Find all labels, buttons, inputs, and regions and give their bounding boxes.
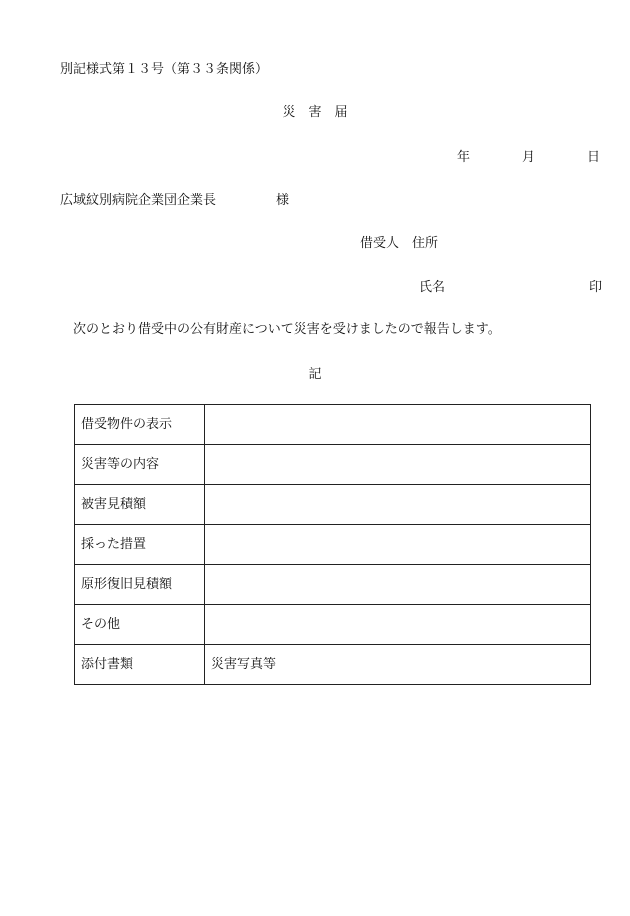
address-label: 住所 — [412, 236, 439, 251]
table-row — [75, 605, 591, 645]
addressee-org: 広域紋別病院企業団企業長 — [60, 193, 217, 208]
row-label: その他 — [75, 605, 205, 645]
form-number: 別記様式第１３号（第３３条関係） — [60, 62, 269, 77]
row-label: 原形復旧見積額 — [75, 565, 205, 605]
name-label: 氏名 — [419, 280, 446, 295]
row-value — [205, 565, 591, 605]
row-value — [205, 405, 591, 445]
row-value — [205, 485, 591, 525]
record-table — [74, 404, 591, 685]
row-label: 被害見積額 — [75, 485, 205, 525]
table-row — [75, 525, 591, 565]
title-char-1: 災 — [282, 105, 296, 120]
document-title — [0, 106, 630, 119]
table-row — [75, 645, 591, 685]
title-char-2: 害 — [308, 105, 322, 120]
table-row — [75, 405, 591, 445]
row-value — [205, 445, 591, 485]
table-row — [75, 565, 591, 605]
row-value — [205, 525, 591, 565]
date-line — [457, 151, 600, 164]
borrower-line — [360, 237, 438, 250]
row-value — [205, 605, 591, 645]
row-label: 災害等の内容 — [75, 445, 205, 485]
borrower-label: 借受人 — [360, 236, 400, 251]
row-label: 借受物件の表示 — [75, 405, 205, 445]
addressee — [60, 194, 289, 207]
date-month: 月 — [521, 150, 535, 165]
seal-mark: 印 — [588, 280, 602, 295]
row-label: 添付書類 — [75, 645, 205, 685]
addressee-honorific: 様 — [276, 193, 290, 208]
date-day: 日 — [586, 150, 600, 165]
row-label: 採った措置 — [75, 525, 205, 565]
row-value: 災害写真等 — [205, 645, 591, 685]
body-text: 次のとおり借受中の公有財産について災害を受けましたので報告します。 — [73, 322, 501, 337]
title-char-3: 届 — [334, 105, 348, 120]
ki-heading: 記 — [308, 367, 322, 382]
table-row — [75, 485, 591, 525]
table-row — [75, 445, 591, 485]
date-year: 年 — [456, 150, 470, 165]
